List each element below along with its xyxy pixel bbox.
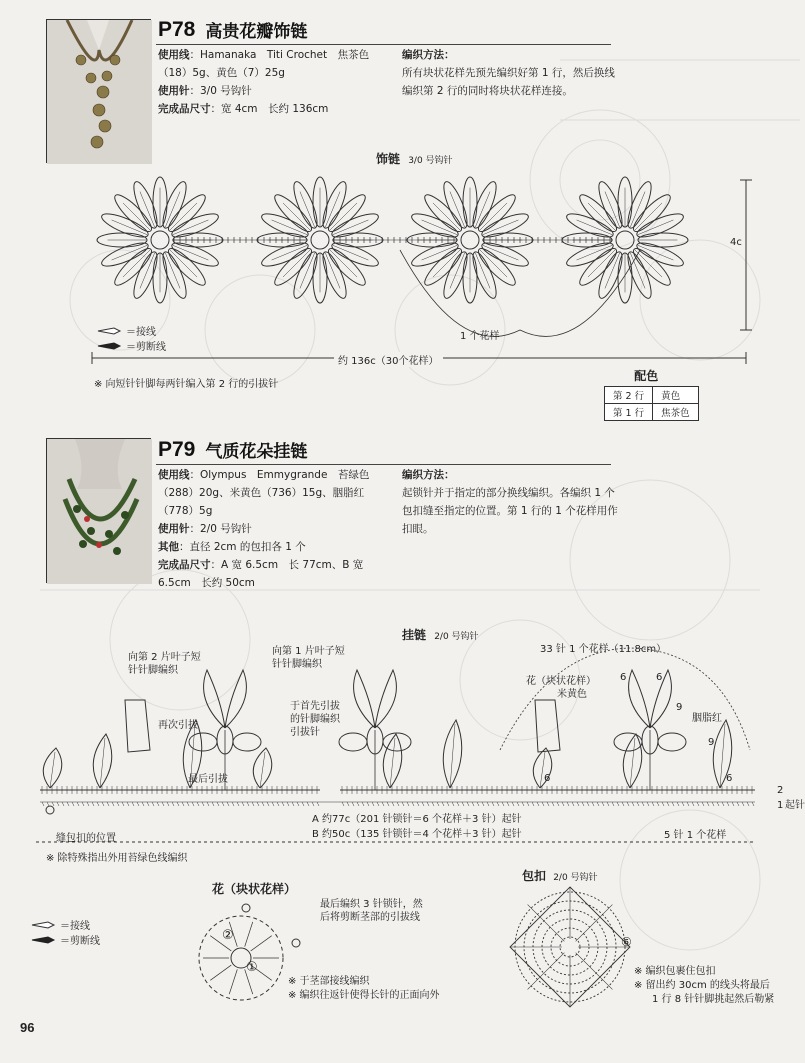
- p78-height-label: 4c: [730, 237, 742, 248]
- p78-specs: [158, 46, 393, 118]
- p78-needle: 使用针：3/0 号钩针: [158, 85, 252, 97]
- p79-legend-cut: ＝剪断线: [30, 932, 100, 947]
- p79-legend-join: ＝接线: [30, 917, 90, 932]
- p79-dash-rule: [36, 838, 756, 846]
- p79-code: P79: [158, 438, 196, 461]
- p78-yarn-2: （18）5g、黄色（7）25g: [158, 67, 285, 79]
- ann-pull-again: 再次引拔: [158, 720, 198, 731]
- p78-code: P78: [158, 18, 196, 41]
- ann-first-leaf: 向第 1 片叶子短 针针脚编织: [272, 646, 345, 670]
- p78-note: ※ 向短针针脚每两针编入第 2 行的引拔针: [94, 379, 279, 390]
- a-length: A 约77c（201 针锁针＝6 个花样＋3 针）起针: [312, 814, 522, 825]
- ann-start: 起针: [785, 800, 805, 811]
- ann-5st: 5 针 1 个花样: [664, 830, 727, 841]
- p78-name: 高贵花瓣饰链: [205, 22, 308, 42]
- p78-size: 完成品尺寸：宽 4cm 长约 136cm: [158, 103, 329, 115]
- leaf: [43, 748, 62, 788]
- leaf: [253, 748, 272, 788]
- p79-rule: [156, 464, 611, 465]
- button-note-1: ※ 编织包裹住包扣: [634, 966, 716, 977]
- button-note-2: ※ 留出约 30cm 的线头将最后: [634, 980, 770, 991]
- p79-specs: 使用线：Olympus Emmygrande 苔绿色 （288）20g、米黄色（736）15g、胭脂红 （778）5g 使用针：2/0 号钩针 其他：直径 2cm 的包扣各 1 个 完成品尺寸：A 宽 6.5cm 长 77cm、B 宽 6.5cm 长约 50cm: [158, 469, 370, 589]
- flower-note-a: 最后编织 3 针锁针，然 后将剪断茎部的引拔线: [320, 899, 423, 923]
- flower-c2: ②: [222, 928, 234, 943]
- note-green: ※ 除特殊指出外用苔绿色线编织: [46, 853, 188, 864]
- button-title: 包扣 2/0 号钩针: [522, 869, 598, 883]
- ann-last-pull: 最后引拔: [188, 774, 228, 785]
- num-6d: 6: [726, 773, 733, 784]
- num-9a: 9: [676, 702, 683, 713]
- ann-row-2: 2: [777, 785, 784, 796]
- p78-chain-diagram: [80, 160, 760, 370]
- flower-note-b: ※ 于茎部接线编织: [288, 976, 370, 987]
- flower-title: 花（块状花样）: [212, 882, 297, 896]
- b-length: B 约50c（135 针锁针＝4 个花样＋3 针）起针: [312, 829, 522, 840]
- flower-note-c: ※ 编织往返针使得长针的正面向外: [288, 990, 440, 1001]
- ann-button-position: 缝包扣的位置: [56, 833, 116, 844]
- p79-diagram-title: 挂链 2/0 号钩针: [402, 628, 479, 642]
- p78-title: [158, 16, 307, 42]
- p79-title: [158, 436, 307, 462]
- color-row: 第 1 行 焦茶色: [605, 404, 699, 421]
- num-6b: 6: [656, 672, 663, 683]
- p78-legend-cut: ＝剪断线: [96, 338, 166, 353]
- button-cover-diagram: [505, 882, 635, 1012]
- p78-method: 编织方法： 所有块状花样先预先编织好第 1 行，然后换线 编织第 2 行的同时将块状花样连接。: [402, 49, 615, 97]
- num-9b: 9: [708, 737, 715, 748]
- num-6a: 6: [620, 672, 627, 683]
- ann-beige: 米黄色: [557, 689, 587, 700]
- num-6c: 6: [544, 773, 551, 784]
- ann-second-leaf: 向第 2 片叶子短 针针脚编织: [128, 652, 201, 676]
- p79-method: 编织方法： 起锁针并于指定的部分换线编织。各编织 1 个 包扣缝至指定的位置。第 1 行的 1 个花样用作 扣眼。: [402, 469, 618, 535]
- page-number: 96: [20, 1020, 35, 1035]
- p78-legend-join: ＝接线: [96, 323, 156, 338]
- p78-yarn: 使用线：Hamanaka Titi Crochet 焦茶色: [158, 49, 370, 61]
- p78-repeat-label: 1 个花样: [460, 331, 500, 342]
- ann-row-1: 1: [777, 800, 784, 811]
- color-row: 第 2 行 黄色: [605, 387, 699, 404]
- p79-name: 气质花朵挂链: [205, 442, 308, 462]
- ann-red: 胭脂红: [692, 713, 722, 724]
- ann-stem: 于首先引拔 的针脚编织 引拔针: [290, 701, 340, 738]
- p79-product-photo: [46, 438, 151, 583]
- ann-repeat-top: 33 针 1 个花样（11.8cm）: [540, 644, 667, 655]
- ann-flower-label: 花（块状花样）: [526, 676, 596, 687]
- p78-color-table: 配色 第 2 行 黄色 第 1 行 焦茶色: [604, 367, 699, 421]
- button-c6: ⑥: [621, 935, 632, 949]
- p78-product-photo: [46, 19, 151, 163]
- p78-diagram-title: 饰链 3/0 号钩针: [376, 152, 453, 166]
- button-note-3: 1 行 8 针针脚挑起然后勒紧: [652, 994, 775, 1005]
- p78-rule: [156, 44, 611, 45]
- p78-length-label: 约 136c（30个花样）: [334, 352, 443, 367]
- flower-c1: ①: [246, 960, 258, 975]
